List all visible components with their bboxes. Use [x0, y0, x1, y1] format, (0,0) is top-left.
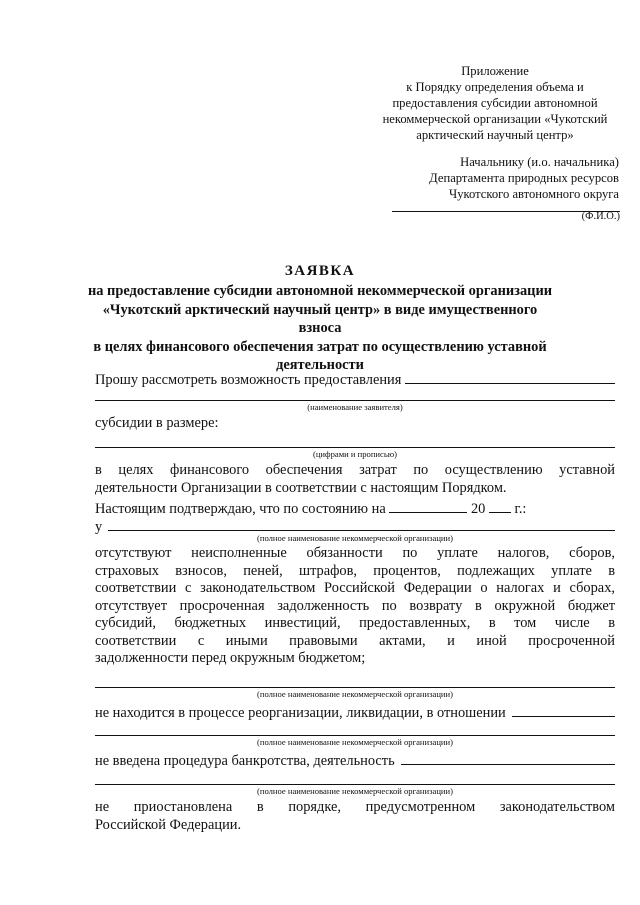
bankruptcy-line: [95, 750, 615, 771]
obligations-line: страховых взносов, пеней, штрафов, процентов, подлежащих уплате в: [95, 562, 615, 579]
subtitle-line: в целях финансового обеспечения затрат по осуществлению уставной: [93, 338, 547, 355]
amount-caption: (цифрами и прописью): [312, 449, 398, 459]
org-field-line-2[interactable]: [95, 687, 615, 688]
suspended-line-2: Российской Федерации.: [95, 817, 242, 833]
request-fill-field[interactable]: [405, 369, 615, 384]
obligations-line: соответствии с законодательством Российской Федерации о налогах и сборах,: [95, 580, 615, 596]
org-caption-3: (полное наименование некоммерческой организации): [257, 737, 453, 747]
bankruptcy-fill-field[interactable]: [401, 750, 615, 765]
date-field[interactable]: [389, 498, 467, 513]
year-field[interactable]: [489, 498, 511, 513]
reorg-fill-field[interactable]: [512, 702, 615, 717]
addressee-block: [359, 154, 619, 202]
org-name-field[interactable]: [108, 516, 615, 531]
applicant-field-line[interactable]: [95, 400, 615, 401]
appendix-line: Приложение: [461, 64, 529, 78]
purpose-line-2: деятельности Организации в соответствии с настоящим Порядком.: [95, 480, 507, 496]
confirm-suffix: г.:: [514, 501, 527, 517]
subtitle-line: деятельности: [276, 357, 364, 373]
confirm-year: 20: [470, 501, 486, 517]
confirm-prefix: Настоящим подтверждаю, что по состоянию на: [95, 501, 386, 517]
fio-caption: (Ф.И.О.): [581, 211, 620, 222]
document-subtitle: [80, 282, 560, 375]
obligations-line: задолженности перед окружным бюджетом;: [95, 650, 366, 666]
addressee-line: Чукотского автономного округа: [449, 187, 619, 201]
amount-field-line[interactable]: [95, 447, 615, 448]
obligations-paragraph: [95, 545, 615, 668]
suspended-line-1: не приостановлена в порядке, предусмотренном законодательством: [95, 799, 615, 815]
appendix-block: [360, 63, 630, 143]
addressee-line: Департамента природных ресурсов: [429, 171, 619, 185]
document-title: ЗАЯВКА: [284, 263, 356, 279]
addressee-line: Начальнику (и.о. начальника): [460, 155, 619, 169]
org-caption-2: (полное наименование некоммерческой организации): [257, 689, 453, 699]
reorg-line: [95, 702, 615, 723]
reorg-text: не находится в процессе реорганизации, ликвидации, в отношении: [95, 705, 506, 721]
obligations-line: субсидий, бюджетных инвестиций, предоставленных, в том числе в: [95, 615, 615, 631]
purpose-line-1: в целях финансового обеспечения затрат по осуществлению уставной: [95, 462, 615, 478]
subtitle-line: «Чукотский арктический научный центр» в виде имущественного взноса: [102, 301, 538, 336]
applicant-caption: (наименование заявителя): [307, 402, 403, 412]
request-line: [95, 369, 615, 390]
appendix-line: предоставления субсидии автономной: [392, 96, 598, 110]
request-text: Прошу рассмотреть возможность предоставления: [95, 372, 402, 388]
obligations-line: соответствии с иными правовыми актами, и иной просроченной: [95, 632, 615, 649]
org-field-line-4[interactable]: [95, 784, 615, 785]
obligations-line: отсутствует просроченная задолженность по возврату в окружной бюджет: [95, 597, 615, 614]
org-caption: (полное наименование некоммерческой организации): [257, 533, 453, 543]
appendix-line: к Порядку определения объема и: [406, 80, 584, 94]
appendix-line: некоммерческой организации «Чукотский: [382, 112, 608, 126]
at-prefix: у: [95, 519, 103, 535]
subsidy-text: субсидии в размере:: [95, 415, 219, 431]
org-field-line-3[interactable]: [95, 735, 615, 736]
appendix-line: арктический научный центр»: [416, 128, 574, 142]
subtitle-line: на предоставление субсидии автономной некоммерческой организации: [87, 283, 553, 299]
org-caption-4: (полное наименование некоммерческой организации): [257, 786, 453, 796]
bankruptcy-text: не введена процедура банкротства, деятельность: [95, 753, 395, 769]
obligations-line: отсутствуют неисполненные обязанности по уплате налогов, сборов,: [95, 545, 615, 561]
